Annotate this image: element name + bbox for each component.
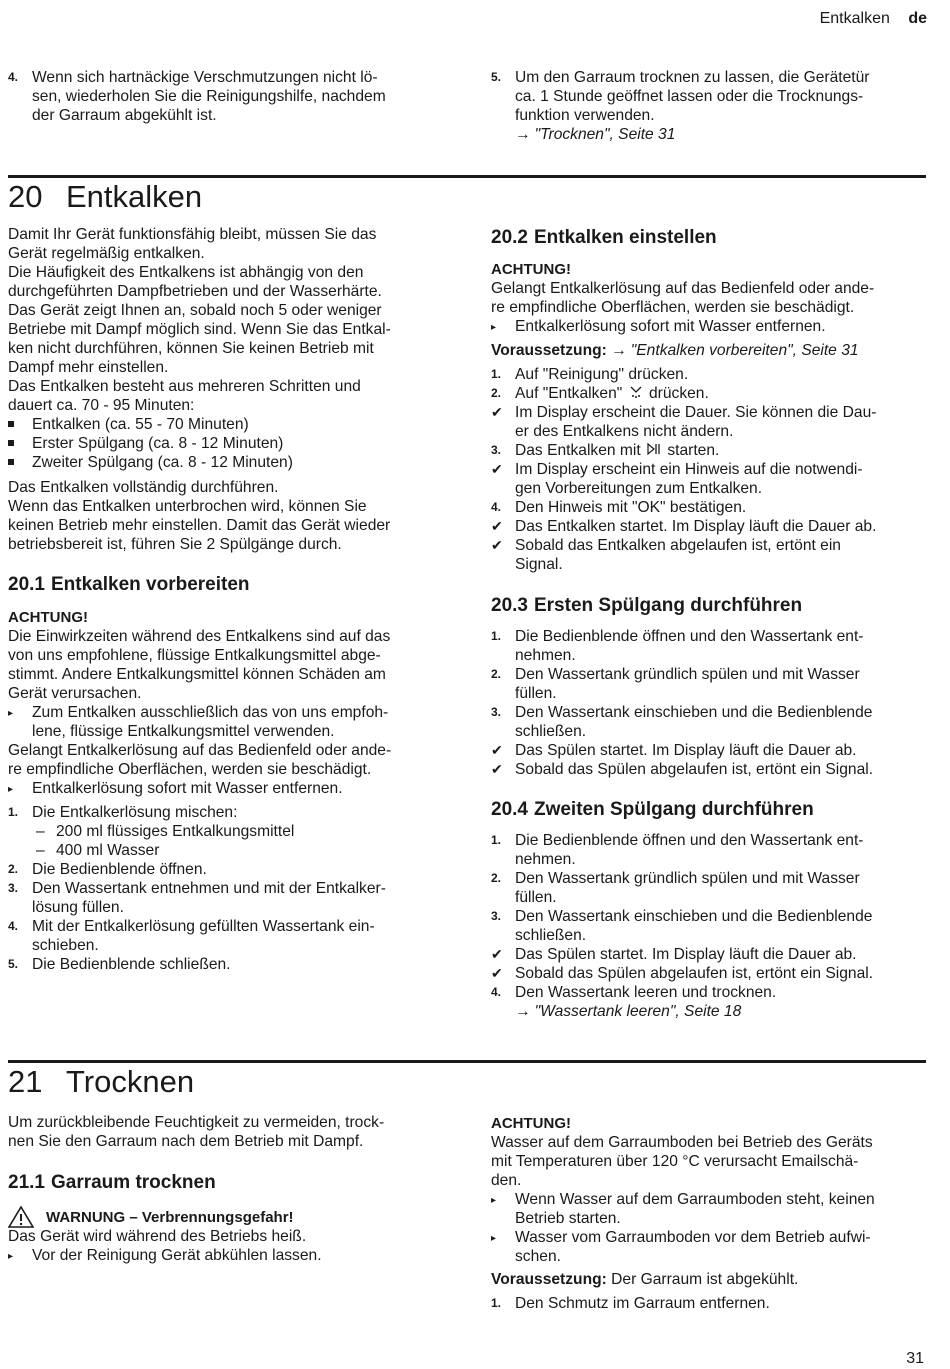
chapter-20-heading: 20 Entkalken [8, 179, 203, 214]
list-item: Entkalken (ca. 55 - 70 Minuten) [8, 415, 440, 434]
step-item: 3. Den Wassertank einschieben und die Bedienblende schließen. [491, 908, 873, 944]
chapter-20-body: Damit Ihr Gerät funktionsfähig bleibt, müssen Sie das Gerät regelmäßig entkalken. Die Häufigkeit des Entkalkens ist abhängig von den durchgeführten Dampfbetrieben und der Wasserhärte. Das Gerät zeigt Ihnen an, sobald noch 5 oder weniger Betriebe mit Dampf möglich sind. Wenn Sie das Entkal- ken nicht durchführen, können Sie keinen Betrieb mit Dampf mehr einstellen. Das Entkalken besteht aus mehreren Schritten und dauert ca. 70 - 95 Minuten: Entkalken (ca. 55 - 70 Minuten) Erster Spülgang (ca. 8 - 12 Minuten) Zweiter Spülgang (ca. 8 - 12 Minuten) Das Entkalken vollständig durchführen. Wenn das Entkalken unterbrochen wird, können Sie keinen Betrieb mehr einstellen. Damit das Gerät wieder betriebsbereit ist, führen Sie 2 Spülgänge durch. 20.1 Entkalken vorbereiten ACHTUNG! Die Einwirkzeiten während des Entkalkens sind auf das von uns empfohlene, flüssige Entkalkungsmittel abge- stimmt. Andere Entkalkungsmittel können Schäden am Gerät verursachen. ▸ Zum Entkalken ausschließlich das von uns empfoh- lene, flüssige Entkalkungsmittel verwenden. Gelangt Entkalkerlösung auf das Bedienfeld oder ande- re empfindliche Oberflächen, werden sie beschädigt. ▸ Entkalkerlösung sofort mit Wasser entfernen. 1. Die Entkalkerlösung mischen: – 200 ml flüssiges Entkalkungsmittel – 400 ml Wasser 2. Die Bedienblende öffnen. 3. Den Wassertank entnehmen und mit der Entkalker- lösung füllen. 4. Mit der Entkalkerlösung gefüllten Wassertank ein- schieben. 5. Die Bedienblende schließen. [8, 225, 440, 974]
section-21-1-heading: 21.1 Garraum trocknen [8, 1172, 216, 1193]
step-item: 4. Den Hinweis mit "OK" bestätigen. [491, 499, 747, 516]
action-item: ▸ Wasser vom Garraumboden vor dem Betrieb aufwi- schen. [491, 1229, 871, 1265]
step-item: 3. Den Wassertank entnehmen und mit der Entkalker- lösung füllen. [8, 880, 386, 916]
chapter-21-heading: 21 Trocknen [8, 1064, 195, 1099]
step-item: 2. Auf "Entkalken" drücken. [491, 385, 709, 402]
step-item: 4. Den Wassertank leeren und trocknen. → "Wassertank leeren", Seite 18 [491, 984, 777, 1020]
chapter-20-outro: Das Entkalken vollständig durchführen. Wenn das Entkalken unterbrochen wird, können Sie keinen Betrieb mehr einstellen. Damit das Gerät wieder betriebsbereit ist, führen Sie 2 Spülgänge durch. [8, 479, 391, 553]
action-item: ▸ Entkalkerlösung sofort mit Wasser entfernen. [8, 780, 343, 797]
step-item: 2. Die Bedienblende öffnen. [8, 861, 207, 878]
step-item: 1. Den Schmutz im Garraum entfernen. [491, 1295, 770, 1312]
section-20-1-heading: 20.1 Entkalken vorbereiten [8, 574, 250, 595]
chapter-21-left: Um zurückbleibende Feuchtigkeit zu vermeiden, trock- nen Sie den Garraum nach dem Betrieb mit Dampf. 21.1 Garraum trocknen WARNUNG – Verbrennungsgefahr! Das Gerät wird während des Betriebs heiß. ▸ Vor der Reinigung Gerät abkühlen lassen. [8, 1113, 440, 1265]
warning-label: WARNUNG – Verbrennungsgefahr! [8, 1208, 440, 1227]
action-item: ▸ Zum Entkalken ausschließlich das von uns empfoh- lene, flüssige Entkalkungsmittel verwenden. [8, 704, 389, 740]
chapter-21-intro: Um zurückbleibende Feuchtigkeit zu vermeiden, trock- nen Sie den Garraum nach dem Betrieb mit Dampf. [8, 1114, 385, 1150]
action-item: ▸ Vor der Reinigung Gerät abkühlen lassen. [8, 1247, 322, 1264]
result-item: ✔ Im Display erscheint ein Hinweis auf die notwendi- gen Vorbereitungen zum Entkalken. [491, 461, 863, 497]
step-item: 3. Das Entkalken mit starten. [491, 442, 720, 459]
prerequisite: Voraussetzung: → "Entkalken vorbereiten", Seite 31 [491, 342, 859, 359]
result-item: ✔ Das Spülen startet. Im Display läuft die Dauer ab. [491, 742, 857, 759]
header-lang: de [908, 10, 927, 27]
step-item: 2. Den Wassertank gründlich spülen und mit Wasser füllen. [491, 666, 860, 702]
section-20-3-heading: 20.3 Ersten Spülgang durchführen [491, 595, 803, 616]
step-item: 1. Die Bedienblende öffnen und den Wassertank ent- nehmen. [491, 628, 864, 664]
list-item: Zweiter Spülgang (ca. 8 - 12 Minuten) [8, 453, 440, 472]
result-item: ✔ Sobald das Entkalken abgelaufen ist, ertönt ein Signal. [491, 537, 841, 573]
result-item: ✔ Das Entkalken startet. Im Display läuft die Dauer ab. [491, 518, 877, 535]
prerequisite: Voraussetzung: Der Garraum ist abgekühlt. [491, 1271, 799, 1288]
descale-icon [629, 385, 643, 399]
page-number: 31 [906, 1350, 924, 1367]
top-right-step: 5. Um den Garraum trocknen zu lassen, die Gerätetür ca. 1 Stunde geöffnet lassen oder die Trocknungs- funktion verwenden. → "Trocknen", Seite 31 [491, 69, 870, 143]
step-item: 1. Auf "Reinigung" drücken. [491, 366, 689, 383]
section-20-2-heading: 20.2 Entkalken einstellen [491, 227, 717, 248]
header-section: Entkalken [819, 10, 890, 27]
step-item: 4. Mit der Entkalkerlösung gefüllten Wassertank ein- schieben. [8, 918, 375, 954]
result-item: ✔ Sobald das Spülen abgelaufen ist, ertönt ein Signal. [491, 965, 874, 982]
chapter-20-intro: Damit Ihr Gerät funktionsfähig bleibt, müssen Sie das Gerät regelmäßig entkalken. Die Häufigkeit des Entkalkens ist abhängig von den durchgeführten Dampfbetrieben und der Wasserhärte. Das Gerät zeigt Ihnen an, sobald noch 5 oder weniger Betriebe mit Dampf möglich sind. Wenn Sie das Entkal- ken nicht durchführen, können Sie keinen Betrieb mit Dampf mehr einstellen. Das Entkalken besteht aus mehreren Schritten und dauert ca. 70 - 95 Minuten: [8, 226, 391, 414]
section-20-4-heading: 20.4 Zweiten Spülgang durchführen [491, 799, 814, 820]
sub-item: – 400 ml Wasser [36, 842, 160, 859]
step-item: 5. Die Bedienblende schließen. [8, 956, 231, 973]
caution-label: ACHTUNG! [491, 1115, 571, 1132]
chapter-divider [8, 175, 926, 178]
step-item: 1. Die Bedienblende öffnen und den Wassertank ent- nehmen. [491, 832, 864, 868]
page-header [820, 10, 927, 28]
caution-label: ACHTUNG! [8, 609, 88, 626]
cross-reference-link[interactable]: → "Trocknen", Seite 31 [515, 126, 676, 143]
chapter-21-right: ACHTUNG! Wasser auf dem Garraumboden bei Betrieb des Geräts mit Temperaturen über 120 °C verursacht Emailschä- den. ▸ Wenn Wasser auf dem Garraumboden steht, keinen Betrieb starten. ▸ Wasser vom Garraumboden vor dem Betrieb aufwi- schen. Voraussetzung: Der Garraum ist abgekühlt. 1. Den Schmutz im Garraum entfernen. [491, 1114, 923, 1313]
result-item: ✔ Das Spülen startet. Im Display läuft die Dauer ab. [491, 946, 857, 963]
step-item: 1. Die Entkalkerlösung mischen: [8, 804, 238, 821]
action-item: ▸ Entkalkerlösung sofort mit Wasser entfernen. [491, 318, 826, 335]
step-item: 3. Den Wassertank einschieben und die Bedienblende schließen. [491, 704, 873, 740]
sub-item: – 200 ml flüssiges Entkalkungsmittel [36, 823, 295, 840]
cross-reference-link[interactable]: → "Wassertank leeren", Seite 18 [515, 1003, 742, 1020]
chapter-divider [8, 1060, 926, 1063]
result-item: ✔ Im Display erscheint die Dauer. Sie können die Dau- er des Entkalkens nicht ändern. [491, 404, 877, 440]
list-item: Erster Spülgang (ca. 8 - 12 Minuten) [8, 434, 440, 453]
top-left-step: 4. Wenn sich hartnäckige Verschmutzungen nicht lö- sen, wiederholen Sie die Reinigungshilfe, nachdem der Garraum abgekühlt ist. [8, 69, 386, 124]
result-item: ✔ Sobald das Spülen abgelaufen ist, ertönt ein Signal. [491, 761, 874, 778]
chapter-20-right: 20.2 Entkalken einstellen ACHTUNG! Gelangt Entkalkerlösung auf das Bedienfeld oder ande- re empfindliche Oberflächen, werden sie beschädigt. ▸ Entkalkerlösung sofort mit Wasser entfernen. Voraussetzung: → "Entkalken vorbereiten", Seite 31 1. Auf "Reinigung" drücken. 2. Auf "Entkalken" drücken. ✔ Im Display erscheint die Dauer. Sie können die Dau- er des Entkalkens nicht ändern. 3. Das Entkalken mit starten. ✔ Im Display erscheint ein Hinweis auf die notwendi- gen Vorbereitungen zum Entkalken. 4. Den Hinweis mit "OK" bestätigen. ✔ Das Entkalken startet. Im Display läuft die Dauer ab. ✔ Sobald das Entkalken abgelaufen ist, ertönt ein Signal. 20.3 Ersten Spülgang durchführen 1. Die Bedienblende öffnen und den Wassertank ent- nehmen. 2. Den Wassertank gründlich spülen und mit Wasser füllen. 3. Den Wassertank einschieben und die Bedienblende schließen. ✔ Das Spülen startet. Im Display läuft die Dauer ab. ✔ Sobald das Spülen abgelaufen ist, ertönt ein Signal. 20.4 Zweiten Spülgang durchführen 1. Die Bedienblende öffnen und den Wassertank ent- nehmen. 2. Den Wassertank gründlich spülen und mit Wasser füllen. 3. Den Wassertank einschieben und die Bedienblende schließen. ✔ Das Spülen startet. Im Display läuft die Dauer ab. ✔ Sobald das Spülen abgelaufen ist, ertönt ein Signal. 4. Den Wassertank leeren und trocknen. → "Wassertank leeren", Seite 18 [491, 227, 923, 1021]
step-item: 2. Den Wassertank gründlich spülen und mit Wasser füllen. [491, 870, 860, 906]
warning-triangle-icon [8, 1206, 34, 1228]
start-pause-icon [647, 442, 661, 456]
cross-reference-link[interactable]: → "Entkalken vorbereiten", Seite 31 [611, 342, 859, 359]
caution-label: ACHTUNG! [491, 261, 571, 278]
action-item: ▸ Wenn Wasser auf dem Garraumboden steht, keinen Betrieb starten. [491, 1191, 875, 1227]
